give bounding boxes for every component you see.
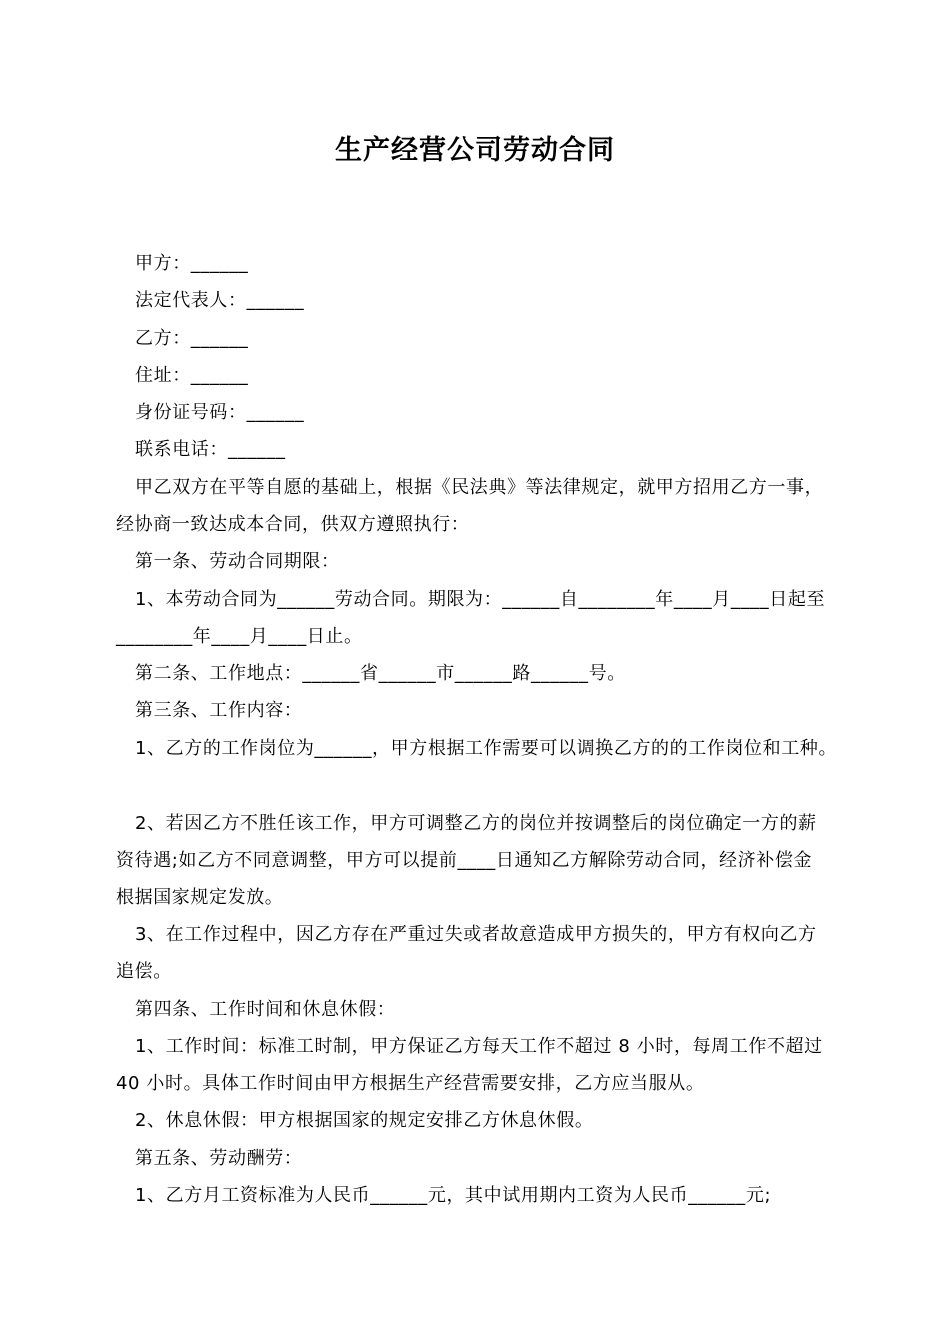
article-3-clause-3-line-1: 3、在工作过程中，因乙方存在严重过失或者故意造成甲方损失的，甲方有权向乙方 (135, 924, 817, 945)
article-3-clause-1: 1、乙方的工作岗位为______，甲方根据工作需要可以调换乙方的的工作岗位和工种。 (135, 738, 838, 759)
article-3-clause-3-line-2: 追偿。 (116, 961, 172, 982)
document-title: 生产经营公司劳动合同 (335, 135, 615, 166)
article-5-clause-1: 1、乙方月工资标准为人民币______元，其中试用期内工资为人民币______元; (135, 1185, 772, 1206)
article-2-heading: 第二条、工作地点：______省______市______路______号。 (135, 663, 626, 684)
id-number-field: 身份证号码：______ (135, 402, 305, 423)
article-1-clause-1-line-2: ________年____月____日止。 (116, 626, 363, 647)
article-3-clause-2-line-3: 根据国家规定发放。 (116, 887, 284, 908)
preamble-line-2: 经协商一致达成本合同，供双方遵照执行： (116, 514, 470, 535)
article-3-clause-2-line-2: 资待遇;如乙方不同意调整，甲方可以提前____日通知乙方解除劳动合同，经济补偿金 (116, 850, 813, 871)
article-3-heading: 第三条、工作内容： (135, 700, 303, 721)
party-a-field: 甲方：______ (135, 253, 249, 274)
article-5-heading: 第五条、劳动酬劳： (135, 1148, 303, 1169)
article-3-clause-2-line-1: 2、若因乙方不胜任该工作，甲方可调整乙方的岗位并按调整后的岗位确定一方的薪 (135, 813, 817, 834)
address-field: 住址：______ (135, 365, 249, 386)
article-1-clause-1-line-1: 1、本劳动合同为______劳动合同。期限为：______自________年____月____日起至 (135, 589, 826, 610)
article-4-clause-2: 2、休息休假：甲方根据国家的规定安排乙方休息休假。 (135, 1110, 594, 1131)
article-1-heading: 第一条、劳动合同期限： (135, 551, 340, 572)
article-4-clause-1-line-1: 1、工作时间：标准工时制，甲方保证乙方每天工作不超过 8 小时，每周工作不超过 (135, 1036, 823, 1057)
phone-field: 联系电话：______ (135, 439, 286, 460)
article-4-heading: 第四条、工作时间和休息休假： (135, 999, 396, 1020)
legal-representative-field: 法定代表人：______ (135, 290, 305, 311)
party-b-field: 乙方：______ (135, 328, 249, 349)
preamble-line-1: 甲乙双方在平等自愿的基础上，根据《民法典》等法律规定，就甲方招用乙方一事， (135, 477, 824, 498)
article-4-clause-1-line-2: 40 小时。具体工作时间由甲方根据生产经营需要安排，乙方应当服从。 (116, 1073, 705, 1094)
